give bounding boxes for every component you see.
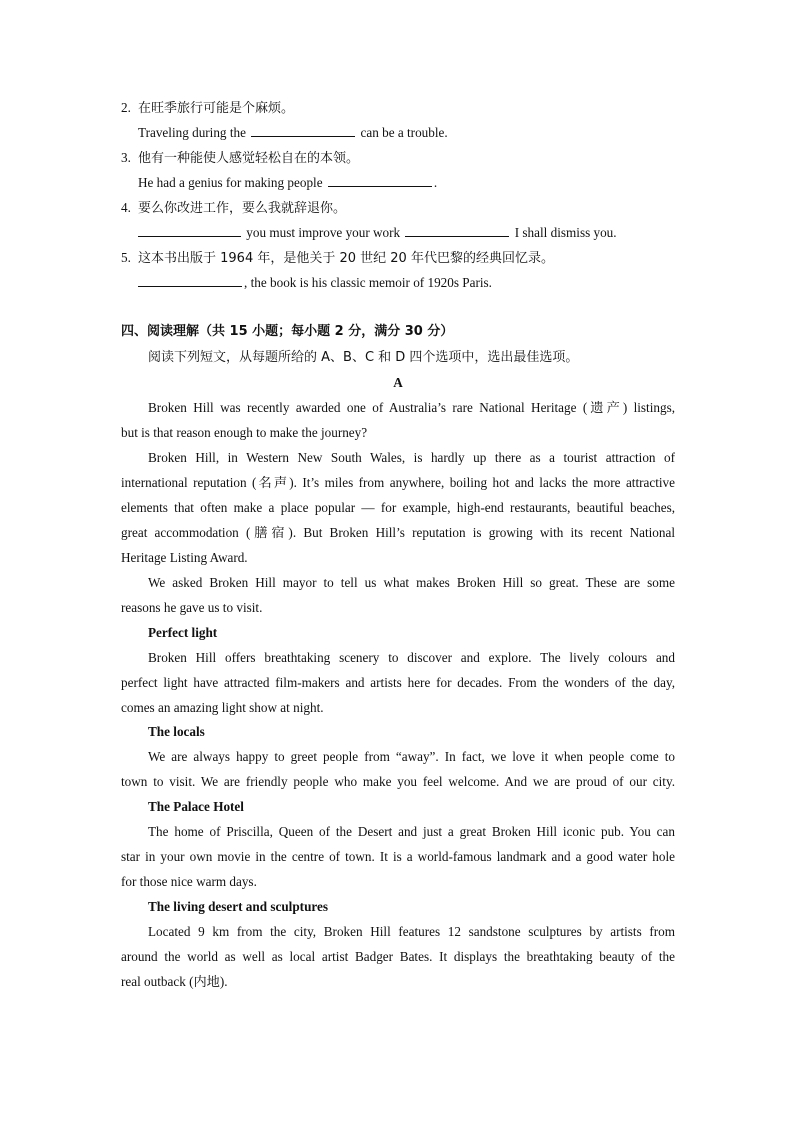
passage-line: but is that reason enough to make the journey? [121, 425, 368, 440]
question-2-chinese: 2. 在旺季旅行可能是个麻烦。 [121, 100, 295, 116]
passage-line: comes an amazing light show at night. [121, 700, 324, 715]
answer-blank[interactable] [251, 124, 355, 137]
passage-line: great accommodation (膳宿). But Broken Hill’s reputation is growing with its recent National [121, 525, 675, 540]
passage-line: Broken Hill, in Western New South Wales, is hardly up there as a tourist attraction of [148, 450, 675, 465]
passage-line: We are always happy to greet people from “away”. In fact, we love it when people come to [148, 749, 675, 764]
answer-blank[interactable] [138, 224, 241, 237]
passage-line: perfect light have attracted film-makers and artists here for decades. From the wonders of the day, [121, 675, 675, 690]
question-4-english: you must improve your work I shall dismiss you. [138, 224, 692, 242]
subheading-perfect-light: Perfect light [148, 625, 218, 640]
question-5-english: , the book is his classic memoir of 1920s Paris. [138, 274, 692, 292]
answer-blank[interactable] [328, 174, 432, 187]
question-3-english: He had a genius for making people . [138, 175, 438, 190]
passage-line: international reputation (名声). It’s miles from anywhere, boiling hot and lacks the more attractive [121, 475, 675, 490]
section-heading: 四、阅读理解（共 15 小题；每小题 2 分，满分 30 分） [121, 324, 454, 339]
answer-blank[interactable] [405, 224, 509, 237]
chinese-sentence: 在旺季旅行可能是个麻烦。 [138, 101, 295, 116]
passage-line: The home of Priscilla, Queen of the Desert and just a great Broken Hill iconic pub. You can [148, 824, 675, 839]
passage-line: around the world as well as local artist Badger Bates. It displays the breathtaking beauty of the [121, 949, 675, 964]
passage-label: A [393, 375, 403, 390]
answer-blank[interactable] [138, 274, 242, 287]
passage-line: star in your own movie in the centre of town. It is a world-famous landmark and a good water hole [121, 849, 675, 864]
passage-line: Located 9 km from the city, Broken Hill features 12 sandstone sculptures by artists from [148, 924, 675, 939]
passage-line: town to visit. We are friendly people who make you feel welcome. And we are proud of our city. [121, 774, 675, 789]
question-3-chinese: 3. 他有一种能使人感觉轻松自在的本领。 [121, 150, 360, 166]
section-instruction: 阅读下列短文，从每题所给的 A、B、C 和 D 四个选项中，选出最佳选项。 [148, 350, 579, 365]
passage-line: reasons he gave us to visit. [121, 600, 263, 615]
passage-line: for those nice warm days. [121, 874, 257, 889]
subheading-living-desert: The living desert and sculptures [148, 899, 329, 914]
passage-line: real outback (内地). [121, 974, 228, 989]
passage-line: elements that often make a place popular — for example, high-end restaurants, beautiful beaches, [121, 500, 675, 515]
passage-line: Broken Hill was recently awarded one of Australia’s rare National Heritage (遗产) listings, [148, 400, 675, 415]
subheading-palace-hotel: The Palace Hotel [148, 799, 244, 814]
passage-line: We asked Broken Hill mayor to tell us what makes Broken Hill so great. These are some [148, 575, 675, 590]
question-2-english: Traveling during the can be a trouble. [138, 125, 448, 140]
question-4-chinese: 4. 要么你改进工作，要么我就辞退你。 [121, 200, 347, 216]
chinese-sentence: 这本书出版于 1964 年，是他关于 20 世纪 20 年代巴黎的经典回忆录。 [138, 251, 554, 266]
question-5-chinese: 5. 这本书出版于 1964 年，是他关于 20 世纪 20 年代巴黎的经典回忆录。 [121, 250, 554, 266]
passage-line: Heritage Listing Award. [121, 550, 248, 565]
passage-line: Broken Hill offers breathtaking scenery to discover and explore. The lively colours and [148, 650, 675, 665]
chinese-sentence: 要么你改进工作，要么我就辞退你。 [138, 201, 347, 216]
subheading-the-locals: The locals [148, 724, 205, 739]
chinese-sentence: 他有一种能使人感觉轻松自在的本领。 [138, 151, 360, 166]
